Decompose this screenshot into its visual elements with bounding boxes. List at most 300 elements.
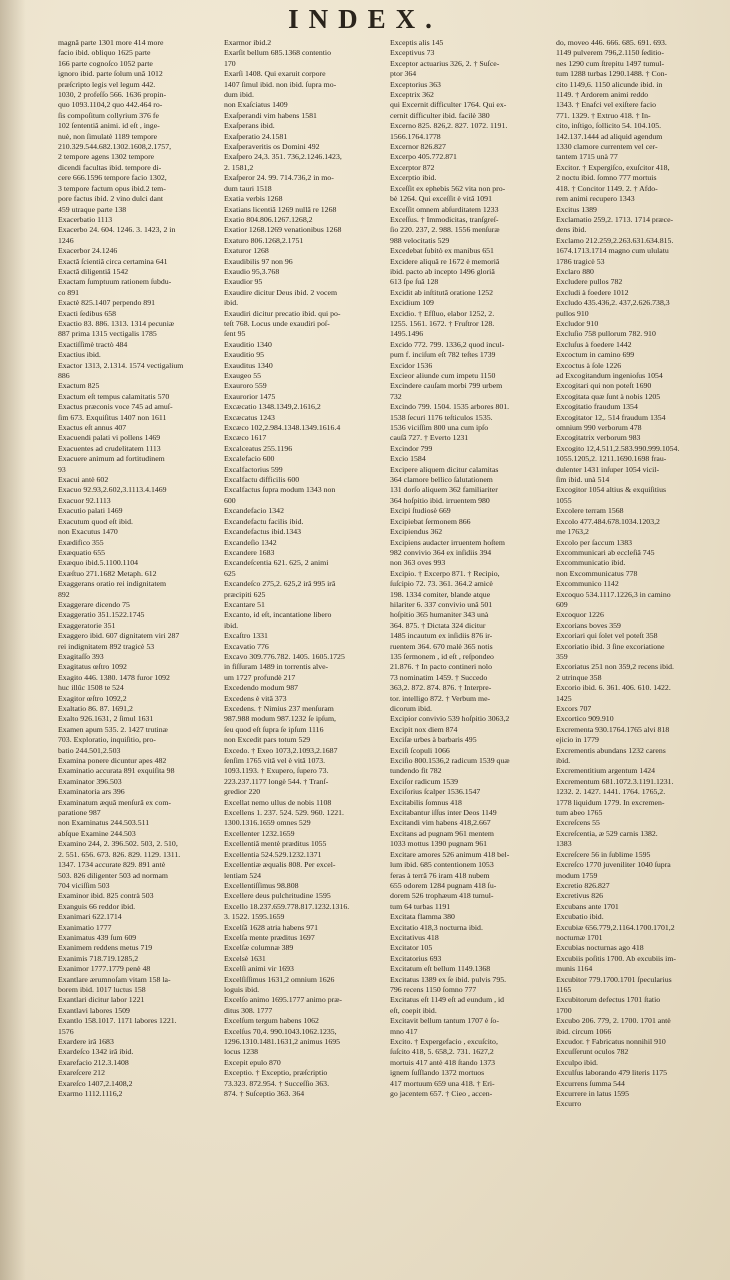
index-entry: Exaggerare dicendo 75 [58,599,130,609]
index-entry: Exaggeratio 351.1522.1745 [58,610,145,620]
index-entry: 363,2. 872. 874. 876. † Interpre- [390,683,492,693]
index-entry: Exactum 825 [58,381,100,391]
index-entry: 142.137.1444 ad aliquid agendum [556,131,663,141]
index-entry: Exauroro 559 [224,381,267,391]
index-entry: batio 244.501,2.503 [58,745,121,755]
index-entry: Examinatio accurata 891 exquiſita 98 [58,766,175,776]
index-entry: Excitatum eſt bellum 1149.1368 [390,964,491,974]
index-entry: Excogitari qui non poteſt 1690 [556,381,652,391]
index-entry: Excernor 826.827 [390,142,446,152]
index-entry: 1425 [556,693,572,703]
index-entry: Excæcatio 1348.1349,2.1616,2 [224,402,321,412]
index-entry: Exantlavi labores 1509 [58,1005,130,1015]
index-entry: Excellens 1. 237. 524. 529. 960. 1221. [224,808,344,818]
index-entry: ibid. [556,756,571,766]
index-entry: bè 1264. Qui exceſſit è vitâ 1091 [390,194,492,204]
index-entry: non 363 oves 993 [390,558,446,568]
index-entry: Excedens è vitâ 373 [224,693,287,703]
index-entry: Excandeſio 1342 [224,537,277,547]
index-entry: ejicio in 1779 [556,735,599,745]
index-entry: nocturnæ 1701 [556,932,603,942]
index-entry: Excreſcere 56 in ſublime 1595 [556,849,651,859]
index-entry: Excellentiæ æqualis 808. Per excel- [224,860,336,870]
index-entry: Exceptor actuarius 326, 2. † Suſce- [390,58,500,68]
index-entry: Exciſorius ſcalper 1536.1547 [390,787,481,797]
index-entry: ſio 220. 237, 2. 988. 1556 menſuræ [390,225,500,235]
index-entry: non Excommunicatus 778 [556,568,638,578]
index-entry: 1055.1205,2. 1211.1690.1698 frau- [556,454,667,464]
index-entry: hilariter 6. 337 convivio unâ 501 [390,599,493,609]
index-entry: 1538 ſecuri 1176 teſticulos 1535. [390,412,493,422]
index-entry: Excors 707 [556,704,592,713]
index-entry: quo 1093.1104,2 quo 442.464 ro- [58,100,163,110]
index-entry: 210.329.544.682.1302.1608,2.1757, [58,142,172,152]
index-column-1 [58,38,218,1270]
index-entry: Exactus eſt annus 407 [58,423,127,433]
index-entry: 73.323. 872.954. † Succeſſio 363. [224,1078,330,1088]
index-entry: 1149 pulverem 796,2.1150 ſeditio- [556,48,664,58]
index-entry: Excubitor 779.1700.1701 ſpecularius [556,974,672,984]
binding-shadow [0,0,26,1280]
index-entry: Exauditus 1340 [224,360,273,370]
index-entry: ſent 95 [224,329,246,339]
index-entry: Excubiæ 656.779,2.1164.1700.1701,2 [556,922,675,932]
index-entry: Excitabantur iſſus inter Deos 1149 [390,808,497,818]
index-entry: 1296.1310.1481.1631,2 animus 1695 [224,1037,341,1046]
index-entry: Excolere terram 1568 [556,506,624,516]
index-entry: pore factus ibid. 2 vino dulci dant [58,194,164,204]
index-entry: Examinatum æquâ menſurâ ex com- [58,797,172,807]
index-entry: Exarſi 1408. Qui exaruit corpore [224,69,326,79]
page-header: INDEX. [288,4,442,34]
index-entry: Examina ponere dicuntur apes 482 [58,756,167,766]
index-entry: Examen apum 535. 2. 1427 trutinæ [58,724,168,734]
index-entry: 3. 1522. 1595.1659 [224,912,285,922]
index-entry: go jacentem 657. † Cieo , accen- [390,1089,493,1099]
index-entry: Exactius ibid. [58,350,101,360]
index-entry: cito 1149,6. 1150 alicunde ibid. in [556,79,663,89]
index-entry: 166 parte cognoſco 1052 parte [58,58,153,68]
index-entry: 131 dorſo aliquem 362 familiariter [390,485,498,495]
index-column-4 [556,38,716,1270]
index-entry: 93 [58,464,66,474]
index-entry: Exædifico 355 [58,537,104,547]
index-entry: Exaudiri dicitur precatio ibid. qui po- [224,308,341,318]
index-entry: Excurrere in latus 1595 [556,1089,629,1099]
index-entry: Excitus 1389 [556,204,597,214]
index-entry: Excio 1584 [390,454,426,464]
index-entry: rem animi recupero 1343 [556,194,635,204]
index-entry: non Excedit pars totum 529 [224,735,311,745]
index-entry: Excurrens ſumma 544 [556,1078,625,1088]
index-entry: 1495.1496 [390,329,424,339]
index-entry: Exciſor radicum 1539 [390,776,458,786]
index-entry: Exantlari dicitur labor 1221 [58,995,145,1005]
index-entry: Excalefacio 600 [224,454,275,464]
index-entry: Excito. † Expergefacio , excuſcito, [390,1037,498,1046]
index-entry: Excalfactus ſupra modum 1343 non [224,485,336,495]
index-entry: Excandefactus ibid.1343 [224,527,302,537]
index-entry: Excolo 477.484.678.1034.1203,2 [556,516,660,526]
index-entry: 1232. 2. 1427. 1441. 1764. 1765,2. [556,787,666,797]
index-entry: 1030, 2 profeſſo 566. 1636 propin- [58,90,167,100]
index-entry: 73 nominatim 1459. † Succedo [390,672,488,682]
index-entry: 987.988 modum 987.1232 ſe ipſum, [224,714,336,724]
index-entry: Excelſæ columnæ 389 [224,943,294,953]
index-entry: Excluſio 758 pullorum 782. 910 [556,329,656,339]
index-entry: Excalfactorius 599 [224,464,283,474]
index-entry: Exaſperor 24. 99. 714.736,2 in mo- [224,173,334,183]
index-column-3 [390,38,550,1270]
index-entry: Exclamatio 259,2. 1713. 1714 præce- [556,214,674,224]
index-entry: 3 tempore factum opus ibid.2 tem- [58,183,166,193]
index-entry: 982 convivio 364 ex inſidiis 394 [390,547,492,557]
index-entry: ignoro ibid. parte ſolum unâ 1012 [58,69,163,79]
index-entry: abſque Examine 244.503 [58,828,136,838]
index-entry: Excalceatus 255.1196 [224,443,293,453]
index-entry: Exactè 825.1407 perpendo 891 [58,298,156,308]
index-entry: Excortico 909.910 [556,714,614,724]
index-entry: Excitativus 418 [390,932,439,942]
index-entry: ſuſcipio 72. 73. 361. 364.2 amicè [390,579,493,589]
index-entry: dum ibid. [224,90,254,100]
index-entry: tundendo fit 782 [390,766,442,776]
index-entry: Excellentia 524.529.1232.1371 [224,849,322,859]
index-entry: Excaſtro 1331 [224,631,268,641]
index-entry: Exacerbo 24. 604. 1246. 3. 1423, 2 in [58,225,176,235]
index-columns [58,38,716,1270]
index-entry: Excoquor 1226 [556,610,604,620]
index-entry: Exacerbor 24.1246 [58,246,118,256]
index-entry: Exactâ ſcientiâ circa certamina 641 [58,256,168,266]
index-entry: 1566.1764.1778 [390,131,441,141]
index-entry: tum abeo 1765 [556,808,603,818]
index-entry: Exarſit bellum 685.1368 contentio [224,48,331,58]
index-entry: Excerpo 405.772.871 [390,152,457,162]
index-entry: Exanimor 1777.1779 penè 48 [58,964,151,974]
index-entry: Exagitaſſo 393 [58,651,104,661]
index-entry: ad Excogitandum ingenioſus 1054 [556,371,663,380]
index-entry: Excitatorius 693 [390,953,442,963]
index-entry: 732 [390,391,402,401]
index-entry: Excidit ab inſtitutâ oratione 1252 [390,287,494,297]
index-entry: 418. † Concitor 1149. 2. † Afdo- [556,183,658,193]
index-entry: Exaurorior 1475 [224,391,276,401]
index-entry: Excandefacio 1342 [224,506,284,516]
index-entry: mno 417 [390,1026,418,1036]
index-entry: 2. 1581,2 [224,162,254,172]
index-entry: Exalto 926.1631, 2 ſimul 1631 [58,714,154,724]
index-entry: 613 ſpe ſuâ 128 [390,277,439,287]
index-entry: Excoriari qui ſolet vel poteſt 358 [556,631,658,641]
index-entry: Excogitata quæ ſunt à nobis 1205 [556,391,661,401]
index-entry: dicorum ibid. [390,704,433,713]
index-entry: 1778 liquidum 1779. In excremen- [556,797,665,807]
index-entry: Exareſco 1407,2.1408,2 [58,1078,133,1088]
index-entry: Excitor. † Expergiſco, exuſcitor 418, [556,162,670,172]
index-entry: Excalfactu difficilis 600 [224,475,300,485]
index-entry: cauſâ 727. † Everto 1231 [390,433,469,443]
index-entry: Excreſco 1770 juveniliter 1040 ſupra [556,860,671,870]
index-entry: Excelſo animo 1695.1777 animo præ- [224,995,343,1005]
index-entry: ſim 673. Exquiſitus 1407 non 1611 [58,412,167,422]
index-entry: Excrementitium argentum 1424 [556,766,656,776]
index-entry: Excandefactu facilis ibid. [224,516,304,526]
index-entry: 1700 [556,1005,572,1015]
index-entry: non Exaſciatus 1409 [224,100,288,110]
index-entry: Excretivus 826 [556,891,603,901]
index-entry: 1330 clamore currentem vel cer- [556,142,658,152]
index-entry: Excitata flamma 380 [390,912,455,922]
index-entry: 21.876. † In pacto contineri nolo [390,662,492,672]
index-entry: Excido 772. 799. 1336,2 quod incul- [390,339,505,349]
index-entry: ibid. [224,620,239,630]
index-entry: ibid. circum 1066 [556,1026,612,1036]
index-entry: Exatians licentiâ 1269 nullâ re 1268 [224,204,337,214]
index-entry: Excipit nox diem 874 [390,724,458,734]
index-entry: Exaugeo 55 [224,371,262,380]
index-entry: 1033 mottus 1390 pugnam 961 [390,839,488,849]
index-entry: 1055 [556,495,572,505]
index-entry: Exactâ diligentiâ 1542 [58,266,129,276]
index-entry: Excidio. † Efſluo, elabor 1252, 2. [390,308,495,318]
index-entry: Exceptis alis 145 [390,38,444,47]
index-entry: 364. 875. † Dictata 324 dicitur [390,620,486,630]
index-entry: ſenſim 1765 vitâ vel è vitâ 1073. [224,756,326,766]
index-entry: nes 1290 cum ſtrepitu 1497 tumul- [556,58,665,68]
index-entry: Excludere pullos 782 [556,277,623,287]
index-column-2 [224,38,384,1270]
index-entry: 459 utraque parte 138 [58,204,127,214]
index-entry: Excæco 1617 [224,433,267,443]
index-entry: Examinor ibid. 825 contrà 503 [58,891,154,901]
index-entry: paratione 987 [58,808,101,818]
index-entry: Exaturo 806.1268,2.1751 [224,235,304,245]
index-entry: co 891 [58,287,80,297]
index-entry: Excubias nocturnas ago 418 [556,943,644,953]
index-entry: magnâ parte 1301 more 414 more [58,38,164,47]
index-entry: Excuſſerunt oculos 782 [556,1047,629,1057]
index-entry: Exciſi ſcopuli 1066 [390,745,450,755]
index-entry: Excoctum in camino 699 [556,350,635,360]
index-entry: Exarmo 1112.1116,2 [58,1089,123,1099]
index-entry: Exanguis 66 reddor ibid. [58,901,136,911]
index-entry: non Examinatus 244.503.511 [58,818,150,828]
index-entry: pullos 910 [556,308,589,318]
index-entry: facio ibid. obliquo 1625 parte [58,48,151,58]
index-entry: Excellere deus pulchritudine 1595 [224,891,331,901]
index-entry: Excogitator 12,. 514 fraudum 1354 [556,412,666,422]
index-entry: 1255. 1561. 1672. † Fruſtror 128. [390,318,495,328]
index-entry: Exagitatus œſtro 1092 [58,662,127,672]
index-entry: 796 recens 1150 ſomno 777 [390,984,477,994]
index-entry: Exæſtuo 271.1682 Metaph. 612 [58,568,157,578]
index-entry: Exarmor ibid.2 [224,38,272,47]
index-entry: Exagito 446. 1380. 1478 furor 1092 [58,672,170,682]
index-entry: Excellentiſſimus 98.808 [224,880,299,890]
index-entry: Excedo. † Exeo 1073,2.1093,2.1687 [224,745,338,755]
index-entry: 2 noctu ibid. ſomno 777 mortuis [556,173,657,183]
index-entry: Exaudior 95 [224,277,263,287]
index-entry: 170 [224,58,236,68]
index-entry: Excreſcens 55 [556,818,600,828]
index-entry: Excipiendus 362 [390,527,443,537]
index-entry: Excitabilis ſomnus 418 [390,797,462,807]
index-entry: 703. Exploratio, inquiſitio, pro- [58,735,156,745]
index-entry: Exaudire dicitur Deus ibid. 2 vocem [224,287,338,297]
index-entry: dulenter 1431 inſuper 1054 vicil- [556,464,660,474]
index-entry: Excurro [556,1099,582,1109]
index-entry: 892 [58,589,70,599]
index-entry: dorem 526 trophæum 418 tumul- [390,891,494,901]
index-entry: Exceptorius 363 [390,79,441,89]
index-entry: Excitatus 1389 ex ſe ibid. pulvis 795. [390,974,507,984]
index-entry: Exagitor œſtro 1092,2 [58,693,127,703]
index-entry: dens ibid. [556,225,587,235]
index-entry: um 1727 profundè 217 [224,672,296,682]
index-entry: Excelſi animi vir 1693 [224,964,294,974]
index-entry: 988 velocitatis 529 [390,235,450,245]
index-entry: Excindor 799 [390,443,433,453]
index-entry: Exciſæ urbes à barbaris 495 [390,735,477,745]
index-entry: Exceſſus. † Immodicitas, tranſgreſ- [390,214,499,224]
index-entry: 1576 [58,1026,74,1036]
index-entry: Exactus præconis voce 745 ad amuſ- [58,402,173,412]
index-entry: Excludo 435.436,2. 437,2.626.738,3 [556,298,670,308]
index-entry: Excommunico 1142 [556,579,619,589]
index-entry: 1347. 1734 accurate 829. 891 antè [58,860,166,870]
index-entry: Exceptio. † Exceptio, præſcriptio [224,1068,328,1078]
index-entry: Exceptivus 73 [390,48,435,58]
index-entry: ptor 364 [390,69,417,79]
index-entry: Excidor 1536 [390,360,433,370]
index-entry: me 1763,2 [556,527,589,537]
index-entry: gredior 220 [224,787,261,797]
index-entry: Excelſâ 1628 atria habens 971 [224,922,318,932]
index-entry: non Exacutus 1470 [58,527,118,537]
index-entry: Examinatoria ars 396 [58,787,125,797]
index-entry: loguis ibid. [224,984,260,994]
index-entry: Excorians boves 359 [556,620,621,630]
index-entry: 359 [556,651,568,661]
index-entry: Excantare 51 [224,599,265,609]
index-entry: Excelsè 1631 [224,953,266,963]
index-entry: Excoriatio ibid. 3 ſine excoriatione [556,641,665,651]
index-entry: Excludor 910 [556,318,599,328]
index-entry: Exceſſit ex ephebis 562 vita non pro- [390,183,506,193]
index-entry: omnium 990 verborum 478 [556,423,642,433]
index-entry: Exantlo 158.1017. 1171 labores 1221. [58,1016,177,1026]
index-entry: lentiam 524 [224,870,262,880]
index-entry: Exacuendi palati vi pollens 1469 [58,433,161,443]
index-entry: 1786 tragicè 53 [556,256,605,266]
index-entry: Excorio ibid. 6. 361. 406. 610. 1422. [556,683,671,693]
index-entry: Excindere cauſam morbi 799 urbem [390,381,503,391]
index-entry: ignem ſuſſlando 1372 mortuos [390,1068,485,1078]
index-entry: Exculſus laborando 479 literis 1175 [556,1068,668,1078]
index-entry: ſim ibid. unà 514 [556,475,610,485]
index-entry: Excello 18.237.659.778.817.1232.1316. [224,901,350,911]
index-entry: Exacuere animum ad fortitudinem [58,454,165,464]
index-entry: huc illûc 1508 te 524 [58,683,124,693]
index-entry: Excitator 105 [390,943,433,953]
index-entry: Excipere aliquem dicitur calamitas [390,464,499,474]
index-entry: Exacuentes ad crudelitatem 1113 [58,443,161,453]
index-entry: in fiſſuram 1489 in torrentis alve- [224,662,329,672]
index-entry: Excitandi vim habens 418,2.667 [390,818,491,828]
index-entry: Exceſſit omnem abſurditatem 1233 [390,204,499,214]
index-entry: Excubans ante 1701 [556,901,619,911]
index-entry: 2 tempore agens 1302 tempore [58,152,155,162]
index-entry: Excitavit bellum tantum 1707 è ſo- [390,1016,499,1026]
index-entry: 503. 826 diligenter 503 ad normam [58,870,169,880]
index-entry: Excipiebat ſermonem 866 [390,516,471,526]
index-entry: Exacerbatio 1113 [58,214,113,224]
index-entry: Exauditio 95 [224,350,265,360]
index-entry: 1246 [58,235,74,245]
index-entry: Excitans ad pugnam 961 mentem [390,828,494,838]
index-entry: 1674.1713.1714 magno cum ululatu [556,246,669,256]
index-entry: Exacuo 92.93,2.602,3.1113.4.1469 [58,485,167,495]
index-entry: ſuſcito 418, 5. 658,2. 731. 1627,2 [390,1047,494,1057]
index-entry: Excretio 826.827 [556,880,610,890]
index-entry: Exaudibilis 97 non 96 [224,256,293,266]
index-entry: ſeu quod eſt ſupra ſe ipſum 1116 [224,724,324,734]
index-entry: Exacti ſedibus 658 [58,308,117,318]
index-entry: Exaltatio 86. 87. 1691,2 [58,704,133,713]
index-entry: 655 odorem 1284 pugnam 418 ſu- [390,880,497,890]
index-entry: Exanimem reddens metus 719 [58,943,153,953]
index-entry: Exclamo 212.259,2.263.631.634.815. [556,235,674,245]
index-entry: 609 [556,599,568,609]
index-entry: Exareſcere 212 [58,1068,105,1078]
index-entry: Excerno 825. 826,2. 827. 1072. 1191. [390,121,508,131]
index-entry: Exaſperans ibid. [224,121,275,131]
index-entry: Excludi à foedere 1012 [556,287,629,297]
index-entry: Exatia verbis 1268 [224,194,283,204]
index-entry: Exanimatio 1777 [58,922,112,932]
index-entry: 704 viciſſim 503 [58,880,110,890]
index-entry: Excogito 12,4.511,2.583.990.999.1054. [556,443,680,453]
index-entry: locus 1238 [224,1047,259,1057]
index-entry: 1485 incautum ex inſidiis 876 ir- [390,631,493,641]
index-entry: Excæco 102,2.984.1348.1349.1616.4 [224,423,341,433]
index-entry: Excedens. † Nimius 237 menſuram [224,704,334,713]
index-entry: Exactor 1313, 2.1314. 1574 vectigalium [58,360,184,370]
index-entry: Excerptor 872 [390,162,435,172]
index-entry: Exactio 83. 886. 1313. 1314 pecuniæ [58,318,175,328]
index-entry: Exantlare ærumnoſam vitam 158 la- [58,974,171,984]
index-entry: Examino 244, 2. 396.502. 503, 2. 510, [58,839,178,849]
index-entry: 1407 ſimul ibid. non ibid. ſupra mo- [224,79,337,89]
index-entry: eſt, coepit ibid. [390,1005,437,1015]
index-entry: Excandeſco 275,2. 625,2 irâ 995 irâ [224,579,336,589]
index-entry: ibid. pacto ab incepto 1496 gloriâ [390,266,495,276]
index-entry: Excogitatrix verborum 983 [556,433,641,443]
index-entry: lum ibid. 685 contentionem 1053 [390,860,494,870]
index-entry: Excanto, id eſt, incantatione libero [224,610,332,620]
index-entry: Excavatio 776 [224,641,269,651]
index-entry: Exaudio 95,3.768 [224,266,280,276]
index-entry: munis 1164 [556,964,593,974]
index-entry: Excoriatus 251 non 359,2 recens ibid. [556,662,675,672]
index-entry: qui Excernit difficulter 1764. Qui ex- [390,100,507,110]
index-entry: Excerptio ibid. [390,173,437,183]
index-entry: tum 64 turbas 1191 [390,901,451,911]
index-entry: Exatior 1268.1269 venationibus 1268 [224,225,342,235]
index-entry: Excelſus 70,4. 990.1043.1062.1235, [224,1026,337,1036]
index-entry: Exardeſco 1342 irâ ibid. [58,1047,134,1057]
